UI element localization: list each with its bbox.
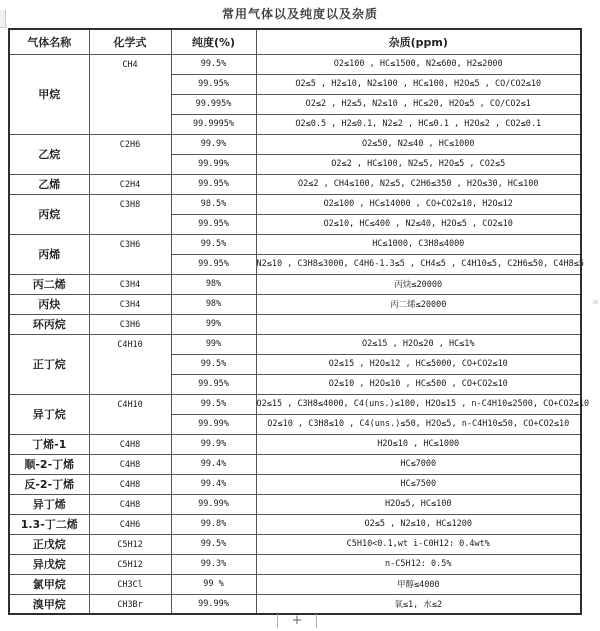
table-row: [9, 234, 581, 254]
impurity-cell: O2≤10 , H2O≤10 , HC≤500 , CO+CO2≤10: [256, 374, 581, 394]
purity-cell: 99.5%: [171, 54, 256, 74]
formula-cell: CH3Br: [89, 594, 171, 614]
gas-name-cell: 环丙烷: [9, 314, 89, 334]
purity-cell: 98%: [171, 294, 256, 314]
column-header: 纯度(%): [171, 29, 256, 54]
purity-cell: 99.95%: [171, 254, 256, 274]
purity-cell: 99 %: [171, 574, 256, 594]
formula-cell: C4H10: [89, 334, 171, 394]
column-header: 气体名称: [9, 29, 89, 54]
gas-name-cell: 异丁烯: [9, 494, 89, 514]
impurity-cell: O2≤2 , H2≤5, N2≤10 , HC≤20, H2O≤5 , CO/CO2≤1: [256, 94, 581, 114]
gas-name-cell: 溴甲烷: [9, 594, 89, 614]
impurity-cell: O2≤10, HC≤400 , N2≤40, H2O≤5 , CO2≤10: [256, 214, 581, 234]
impurity-cell: O2≤100 , HC≤1500, N2≤600, H2≤2000: [256, 54, 581, 74]
impurity-cell: O2≤2 , HC≤100, N2≤5, H2O≤5 , CO2≤5: [256, 154, 581, 174]
gas-name-cell: 丙二烯: [9, 274, 89, 294]
impurity-cell: O2≤5 , N2≤10, HC≤1200: [256, 514, 581, 534]
table-row: [9, 174, 581, 194]
purity-cell: 98%: [171, 274, 256, 294]
table-row: [9, 574, 581, 594]
formula-cell: C3H6: [89, 234, 171, 274]
table-row: [9, 314, 581, 334]
right-edge-artifact: [593, 300, 598, 304]
gas-name-cell: 丙烷: [9, 194, 89, 234]
impurity-cell: HC≤1000, C3H8≤4000: [256, 234, 581, 254]
table-header: [9, 29, 581, 54]
purity-cell: 99.95%: [171, 174, 256, 194]
gas-name-cell: 乙烷: [9, 134, 89, 174]
purity-cell: 99.9%: [171, 134, 256, 154]
gas-name-cell: 反-2-丁烯: [9, 474, 89, 494]
purity-cell: 99%: [171, 314, 256, 334]
gas-name-cell: 丁烯-1: [9, 434, 89, 454]
purity-cell: 99.99%: [171, 594, 256, 614]
gas-name-cell: 乙烯: [9, 174, 89, 194]
purity-cell: 99.9%: [171, 434, 256, 454]
formula-cell: C4H8: [89, 474, 171, 494]
purity-cell: 99.4%: [171, 454, 256, 474]
gas-name-cell: 氯甲烷: [9, 574, 89, 594]
gas-purity-table: [8, 28, 590, 615]
formula-cell: C3H4: [89, 294, 171, 314]
gas-name-cell: 甲烷: [9, 54, 89, 134]
formula-cell: C3H6: [89, 314, 171, 334]
purity-cell: 99.95%: [171, 74, 256, 94]
purity-cell: 99.5%: [171, 394, 256, 414]
table-row: [9, 134, 581, 154]
table-row: [9, 274, 581, 294]
table-row: [9, 294, 581, 314]
gas-name-cell: 丙烯: [9, 234, 89, 274]
table-row: [9, 554, 581, 574]
impurity-cell: 丙二烯≤20000: [256, 294, 581, 314]
impurity-cell: O2≤100 , HC≤14000 , CO+CO2≤10, H2O≤12: [256, 194, 581, 214]
formula-cell: C2H4: [89, 174, 171, 194]
table-row: [9, 494, 581, 514]
table-row: [9, 474, 581, 494]
gas-name-cell: 正丁烷: [9, 334, 89, 394]
purity-cell: 99.9995%: [171, 114, 256, 134]
formula-cell: CH4: [89, 54, 171, 134]
purity-cell: 99.5%: [171, 234, 256, 254]
impurity-cell: O2≤2 , CH4≤100, N2≤5, C2H6≤350 , H2O≤30, HC≤100: [256, 174, 581, 194]
table-row: [9, 394, 581, 414]
gas-table-body: [9, 54, 590, 614]
impurity-cell: HC≤7000: [256, 454, 581, 474]
formula-cell: C4H8: [89, 494, 171, 514]
table-row: [9, 594, 581, 614]
formula-cell: CH3Cl: [89, 574, 171, 594]
formula-cell: C4H8: [89, 434, 171, 454]
purity-cell: 99.99%: [171, 494, 256, 514]
purity-cell: 99.5%: [171, 534, 256, 554]
table-row: [9, 54, 581, 74]
impurity-cell: H2O≤5, HC≤100: [256, 494, 581, 514]
impurity-cell: 甲醇≤4000: [256, 574, 581, 594]
gas-name-cell: 丙炔: [9, 294, 89, 314]
table-row: [9, 534, 581, 554]
impurity-cell: O2≤10 , C3H8≤10 , C4(uns.)≤50, H2O≤5, n-C4H10≤50, CO+CO2≤10: [256, 414, 581, 434]
table-row: [9, 194, 581, 214]
table-row: [9, 514, 581, 534]
impurity-cell: 氧≤1, 水≤2: [256, 594, 581, 614]
formula-cell: C4H10: [89, 394, 171, 434]
purity-cell: 99.995%: [171, 94, 256, 114]
impurity-cell: C5H10<0.1,wt i-C0H12: 0.4wt%: [256, 534, 581, 554]
impurity-cell: N2≤10 , C3H8≤3000, C4H6-1.3≤5 , CH4≤5 , C4H10≤5, C2H6≤50, C4H8≤5: [256, 254, 581, 274]
impurity-cell: 丙炔≤20000: [256, 274, 581, 294]
page-title: 常用气体以及纯度以及杂质: [221, 7, 378, 21]
gas-name-cell: 正戊烷: [9, 534, 89, 554]
purity-cell: 99.5%: [171, 354, 256, 374]
formula-cell: C3H8: [89, 194, 171, 234]
gas-name-cell: 顺-2-丁烯: [9, 454, 89, 474]
impurity-cell: HC≤7500: [256, 474, 581, 494]
formula-cell: C5H12: [89, 534, 171, 554]
purity-cell: 99.99%: [171, 154, 256, 174]
formula-cell: C5H12: [89, 554, 171, 574]
purity-cell: 99.99%: [171, 414, 256, 434]
impurity-cell: H2O≤10 , HC≤1000: [256, 434, 581, 454]
purity-cell: 99.95%: [171, 214, 256, 234]
impurity-cell: O2≤15 , H2O≤12 , HC≤5000, CO+CO2≤10: [256, 354, 581, 374]
formula-cell: C2H6: [89, 134, 171, 174]
table-row: [9, 434, 581, 454]
impurity-cell: O2≤0.5 , H2≤0.1, N2≤2 , HC≤0.1 , H2O≤2 , CO2≤0.1: [256, 114, 581, 134]
impurity-cell: O2≤50, N2≤40 , HC≤1000: [256, 134, 581, 154]
impurity-cell: O2≤15 , C3H8≤4000, C4(uns.)≤100, H2O≤15 , n-C4H10≤2500, CO+CO2≤10: [256, 394, 581, 414]
impurity-cell: [256, 314, 581, 334]
purity-cell: 99.8%: [171, 514, 256, 534]
impurity-cell: n-C5H12: 0.5%: [256, 554, 581, 574]
purity-cell: 99%: [171, 334, 256, 354]
purity-cell: 99.3%: [171, 554, 256, 574]
purity-cell: 98.5%: [171, 194, 256, 214]
table-row: [9, 334, 581, 354]
gas-name-cell: 1.3-丁二烯: [9, 514, 89, 534]
column-header: 化学式: [89, 29, 171, 54]
formula-cell: C3H4: [89, 274, 171, 294]
impurity-cell: O2≤5 , H2≤10, N2≤100 , HC≤100, H2O≤5 , CO/CO2≤10: [256, 74, 581, 94]
formula-cell: C4H8: [89, 454, 171, 474]
purity-cell: 99.4%: [171, 474, 256, 494]
gas-name-cell: 异丁烷: [9, 394, 89, 434]
header-row: [9, 29, 581, 54]
purity-cell: 99.95%: [171, 374, 256, 394]
impurity-cell: O2≤15 , H2O≤20 , HC≤1%: [256, 334, 581, 354]
gas-name-cell: 异戊烷: [9, 554, 89, 574]
zoom-plus-button[interactable]: +: [277, 614, 317, 628]
table-row: [9, 454, 581, 474]
column-header: 杂质(ppm): [256, 29, 581, 54]
formula-cell: C4H6: [89, 514, 171, 534]
